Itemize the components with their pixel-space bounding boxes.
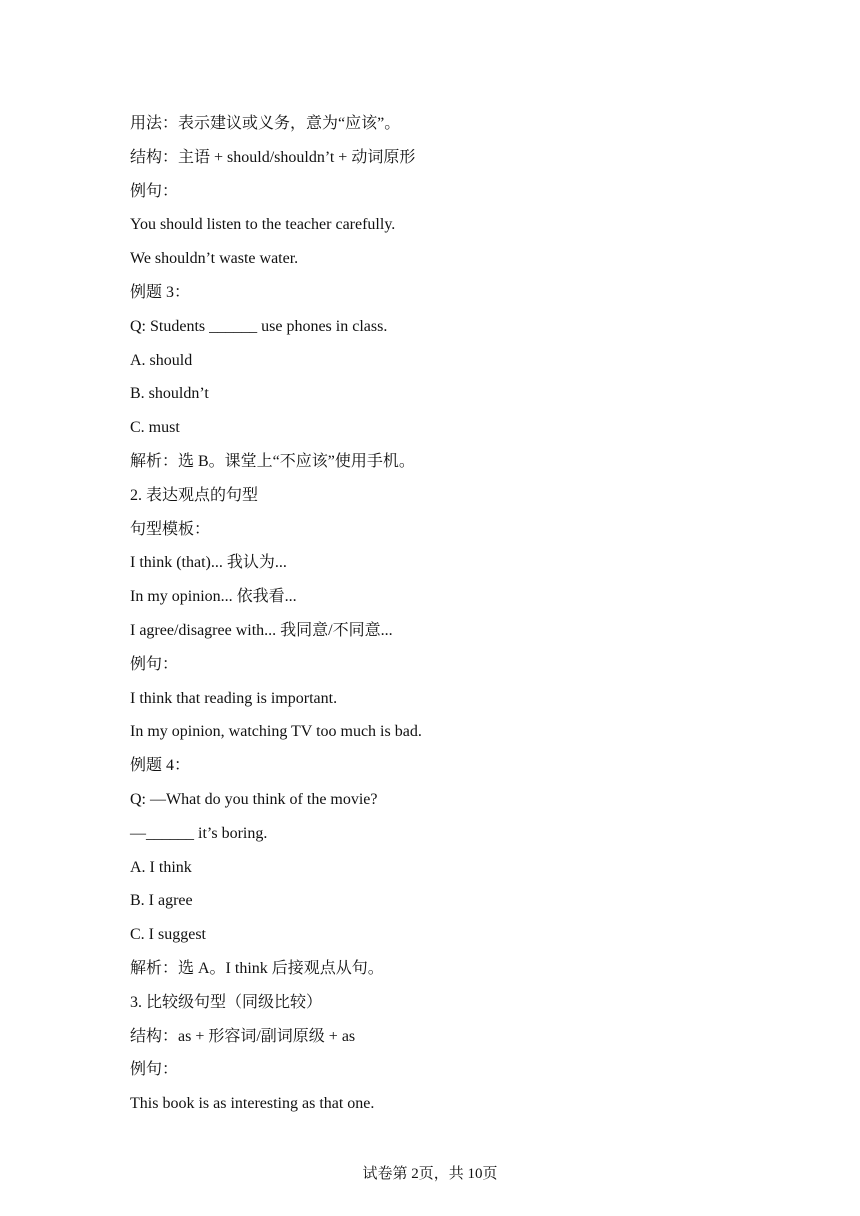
option-line: C. I suggest [130,926,206,944]
page-footer: 试卷第 2页，共 10页 [362,1166,498,1182]
document-body [130,107,750,1121]
template-label: 句型模板： [130,520,211,538]
example-sentence: We shouldn’t waste water. [130,250,299,268]
section-heading: 2. 表达观点的句型 [130,486,259,504]
example-sentence: You should listen to the teacher carefully. [130,216,396,234]
usage-line: 用法：表示建议或义务，意为“应该”。 [130,115,401,132]
question-line: Q: —What do you think of the movie? [130,790,378,808]
example-sentence: I think that reading is important. [130,689,338,707]
example-sentence: In my opinion, watching TV too much is bad. [130,723,422,741]
example-label: 例句： [130,655,179,673]
example-label: 例句： [130,1061,179,1079]
template-line: I agree/disagree with... 我同意/不同意... [130,621,393,639]
option-line: B. shouldn’t [130,385,209,403]
example-sentence: This book is as interesting as that one. [130,1095,375,1113]
example-label: 例句： [130,182,179,200]
explanation-line: 解析：选 B。课堂上“不应该”使用手机。 [130,452,415,470]
structure-line: 结构：主语 + should/shouldn’t + 动词原形 [130,148,416,166]
template-line: I think (that)... 我认为... [130,554,287,572]
question-line: —______ it’s boring. [130,824,268,842]
question-line: Q: Students ______ use phones in class. [130,317,388,335]
explanation-line: 解析：选 A。I think 后接观点从句。 [130,959,384,977]
option-line: C. must [130,419,180,437]
option-line: A. I think [130,858,192,876]
exercise-heading: 例题 4： [130,757,191,775]
structure-line: 结构：as + 形容词/副词原级 + as [130,1027,356,1045]
template-line: In my opinion... 依我看... [130,588,297,606]
option-line: B. I agree [130,892,193,910]
option-line: A. should [130,351,193,369]
exercise-heading: 例题 3： [130,283,191,301]
section-heading: 3. 比较级句型（同级比较） [130,993,323,1011]
